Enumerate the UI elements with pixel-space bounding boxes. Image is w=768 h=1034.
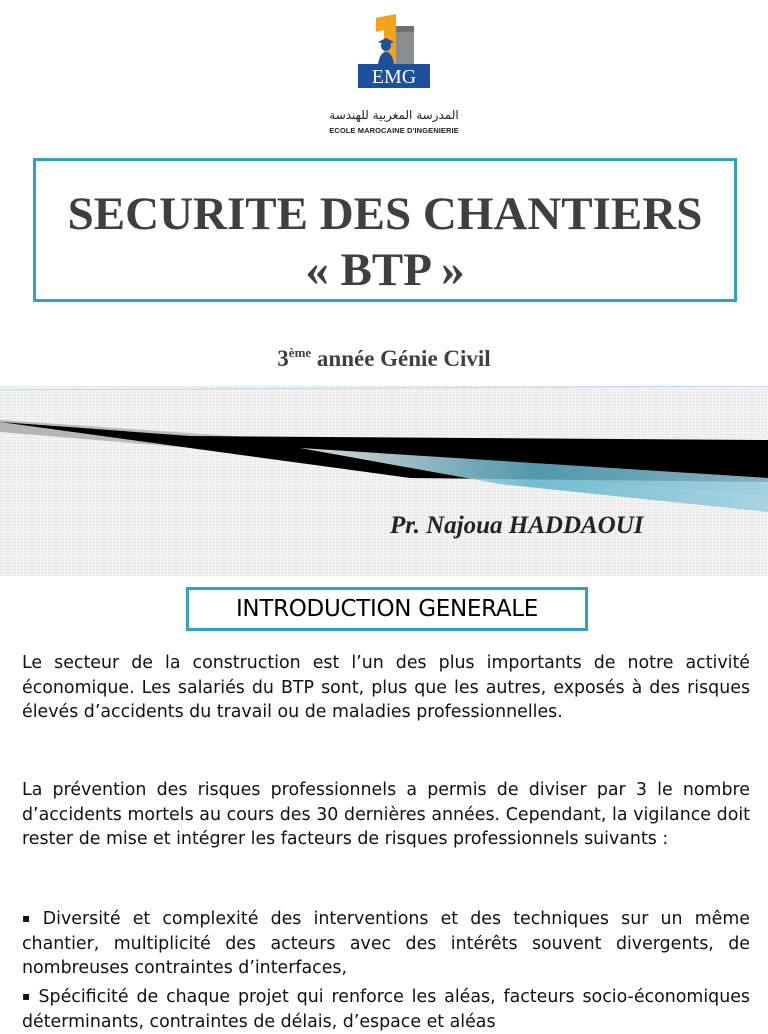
course-subtitle (0, 345, 768, 372)
bullet-item (22, 906, 750, 981)
subtitle-number: 3 (277, 346, 289, 371)
bullet-text: Diversité et complexité des interventions et des techniques sur un même chantier, multiplicité des acteurs avec des intérêts souvent divergents, de nombreuses contraintes d’interfaces, (22, 909, 750, 979)
emg-logo-icon (356, 12, 432, 92)
decorative-band (0, 386, 768, 576)
intro-paragraph-2: La prévention des risques professionnels a permis de diviser par 3 le nombre d’accidents mortels au cours des 30 dernières années. Cependant, la vigilance doit rester de mise et intégrer les facteurs de risques professionnels suivants : (22, 780, 750, 850)
logo-abbr: EMG (371, 66, 417, 88)
title-box (33, 158, 737, 302)
logo-french-name: ECOLE MAROCAINE D'INGENIERIE (329, 126, 459, 135)
bullet-square-icon: ▪ (22, 989, 33, 1003)
title-line-2: « BTP » (305, 244, 465, 296)
title-line-1: SECURITE DES CHANTIERS (67, 188, 703, 240)
logo-arabic-name: المدرسة المغربية للهندسة (329, 108, 459, 122)
section-heading: INTRODUCTION GENERALE (235, 596, 539, 622)
bullet-text: Spécificité de chaque projet qui renforce les aléas, facteurs socio-économiques déterminants, contraintes de délais, d’espace et aléas (22, 987, 750, 1032)
intro-paragraph-1: Le secteur de la construction est l’un des plus importants de notre activité économique. Les salariés du BTP sont, plus que les autres, exposés à des risques élevés d’accidents du travail ou de maladies professionnelles. (22, 653, 750, 723)
bullet-square-icon: ▪ (22, 911, 37, 925)
school-logo (318, 12, 470, 135)
section-heading-box (186, 587, 588, 631)
subtitle-text: année Génie Civil (311, 346, 491, 371)
author-name: Pr. Najoua HADDAOUI (390, 512, 644, 539)
subtitle-superscript: ème (288, 345, 312, 360)
bullet-item (22, 984, 750, 1034)
